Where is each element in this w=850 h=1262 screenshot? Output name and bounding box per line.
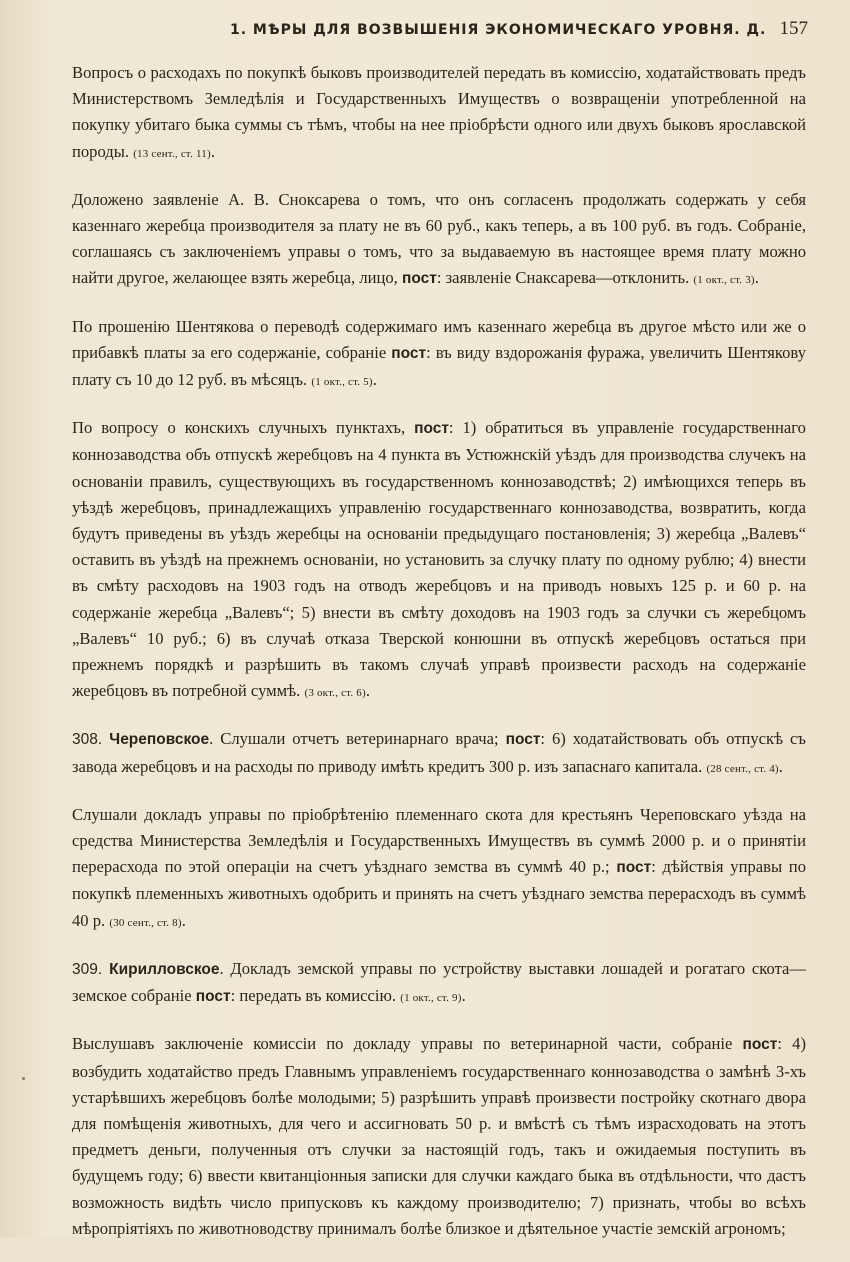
paragraph-text: : дѣйствія управы по покупкѣ племенныхъ животныхъ одобрить и принять на счетъ уѣзднаго земства перерасходъ въ суммѣ 40 р. <box>72 857 806 930</box>
citation-ref: (28 сент., ст. 4) <box>706 762 779 775</box>
paragraph-text: : 1) обратиться въ управленіе государственнаго коннозаводства объ отпускѣ жеребцовъ на 4 пункта въ Устюжнскій уѣздъ для производства случекъ на основаніи правилъ, существующихъ въ государственномъ коннозаводствѣ; 2) имѣющихся теперь въ уѣздѣ жеребцовъ, принадлежащихъ управленію государственнаго коннозаводства, возвратить, когда будутъ приведены въ уѣздъ жеребцы на основаніи предыдущаго постановленія; 3) жеребца „Валевъ“ оставить въ уѣздѣ на прежнемъ основаніи, но установить за случку плату по одному рублю; 4) внести въ смѣту расходовъ на 1903 годъ на отводъ жеребцовъ и на приводъ новыхъ 125 р. и 60 р. на содержаніе жеребца „Валевъ“; 5) внести въ смѣту доходовъ на 1903 годъ за случки съ жеребцомъ „Валевъ“ 10 руб.; 6) въ случаѣ отказа Тверской конюшни въ отпускѣ жеребцовъ остаться при прежнемъ порядкѣ и разрѣшить въ такомъ случаѣ управѣ произвести расходъ на содержаніе жеребцовъ въ потребной суммѣ. <box>72 418 806 701</box>
paragraph-text: Доложено заявленіе А. В. Сноксарева о томъ, что онъ согласенъ продолжать содержать у себя казеннаго жеребца производителя за плату не въ 60 руб., какъ теперь, а въ 100 руб. въ годъ. Собраніе, соглашаясь съ заключеніемъ управы о томъ, что за выдаваемую въ настоящее время плату можно найти другое, желающее взять жеребца, лицо, <box>72 189 806 288</box>
section-number: 309. <box>72 960 110 978</box>
paragraph <box>72 187 806 294</box>
paragraph-text: : заявленіе Снаксарева—отклонить. <box>436 268 694 288</box>
page-body <box>72 60 806 1262</box>
paragraph <box>72 314 806 396</box>
citation-ref: (13 сент., ст. 11) <box>133 147 211 160</box>
paragraph-text: . <box>210 141 215 161</box>
paragraph <box>72 956 806 1011</box>
paragraph-text: Вопросъ о расходахъ по покупкѣ быковъ производителей передать въ комиссію, ходатайствовать предъ Министерствомъ Земледѣлія и Государственныхъ Имуществъ о возвращеніи употребленной на покупку убитаго быка суммы съ тѣмъ, чтобы на нее пріобрѣсти одного или двухъ быковъ ярославской породы. <box>72 63 806 161</box>
page-header <box>70 18 808 48</box>
bold-term: пост <box>414 420 449 438</box>
section-number: 308. <box>72 731 110 749</box>
paragraph-text: Выслушавъ заключеніе комиссіи по докладу управы по ветеринарной части, собраніе <box>72 1034 743 1054</box>
bold-term: пост <box>505 731 541 749</box>
paragraph <box>72 415 806 706</box>
paragraph-text: По прошенію Шентякова о переводѣ содержимаго имъ казеннаго жеребца въ другое мѣсто или же о прибавкѣ платы за его содержаніе, собраніе <box>72 316 806 362</box>
citation-ref: (1 окт., ст. 9) <box>400 992 462 1005</box>
bold-term: пост <box>616 859 652 877</box>
paragraph-text: : передать въ комиссію. <box>230 986 401 1006</box>
bold-term: Череповское <box>109 731 210 749</box>
scan-speck <box>22 1077 25 1080</box>
paragraph-text: : въ виду вздорожанія фуража, увеличить Шентякову плату съ 10 до 12 руб. въ мѣсяцъ. <box>72 342 806 390</box>
paragraph-text: . Докладъ земской управы по устройству выставки лошадей и рогатаго скота—земское собраніе <box>72 958 806 1006</box>
paragraph-text: . <box>778 756 783 776</box>
paragraph <box>72 60 806 167</box>
paragraph <box>72 802 806 936</box>
bold-term: пост <box>742 1036 778 1054</box>
paragraph-text: : 4) возбудить ходатайство предъ Главнымъ управленіемъ государственнаго коннозаводства о замѣнѣ 3-хъ устарѣвшихъ жеребцовъ болѣе молодыми; 5) разрѣшить управѣ произвести постройку скотнаго двора для помѣщенія животныхъ, для чего и ассигновать 50 р. и вмѣстѣ съ тѣмъ израсходовать на этотъ предметъ деньги, полученныя отъ случки за настоящій годъ, такъ и ожидаемыя поступить въ будущемъ году; 6) ввести квитанціонныя записки для случки каждаго быка въ отдѣльности, что дастъ возможность видѣть число припусковъ къ каждому производителю; 7) признать, чтобы во всѣхъ мѣропріятіяхъ по животноводству принималъ болѣе близкое и дѣятельное участіе земскій агрономъ; <box>72 1034 806 1238</box>
bold-term: пост <box>195 988 231 1006</box>
citation-ref: (1 окт., ст. 5) <box>311 376 373 389</box>
paragraph-text: . <box>461 986 466 1006</box>
paragraph-text: . Слушали отчетъ ветеринарнаго врача; <box>209 729 506 749</box>
paragraph <box>72 726 806 781</box>
bold-term: Кирилловское <box>109 960 220 978</box>
bold-term: пост <box>391 344 427 362</box>
running-head: 1. МѢРЫ ДЛЯ ВОЗВЫШЕНІЯ ЭКОНОМИЧЕСКАГО УРОВНЯ. Д. <box>230 22 767 38</box>
paragraph-text: . <box>365 681 370 701</box>
paragraph-text: : 6) ходатайствовать объ отпускѣ съ завода жеребцовъ и на расходы по приводу имѣть кредитъ 300 р. изъ запаснаго капитала. <box>72 729 807 776</box>
paragraph-text: . <box>181 910 186 930</box>
paragraph-text: . <box>754 268 759 288</box>
page-number: 157 <box>779 18 808 39</box>
paragraph-text: . <box>372 370 377 390</box>
paragraph-text: Слушали докладъ управы по пріобрѣтенію племеннаго скота для крестьянъ Череповскаго уѣзда на средства Министерства Земледѣлія и Государственныхъ Имуществъ въ суммѣ 2000 р. и о принятіи перерасхода по этой операціи на счетъ уѣзднаго земства въ суммѣ 40 р.; <box>72 804 806 877</box>
paragraph-text: По вопросу о конскихъ случныхъ пунктахъ, <box>72 418 415 438</box>
paragraph <box>72 1031 806 1242</box>
citation-ref: (3 окт., ст. 6) <box>304 687 366 700</box>
bold-term: пост <box>401 270 437 288</box>
citation-ref: (30 сент., ст. 8) <box>109 916 182 929</box>
citation-ref: (1 окт., ст. 3) <box>693 274 755 287</box>
